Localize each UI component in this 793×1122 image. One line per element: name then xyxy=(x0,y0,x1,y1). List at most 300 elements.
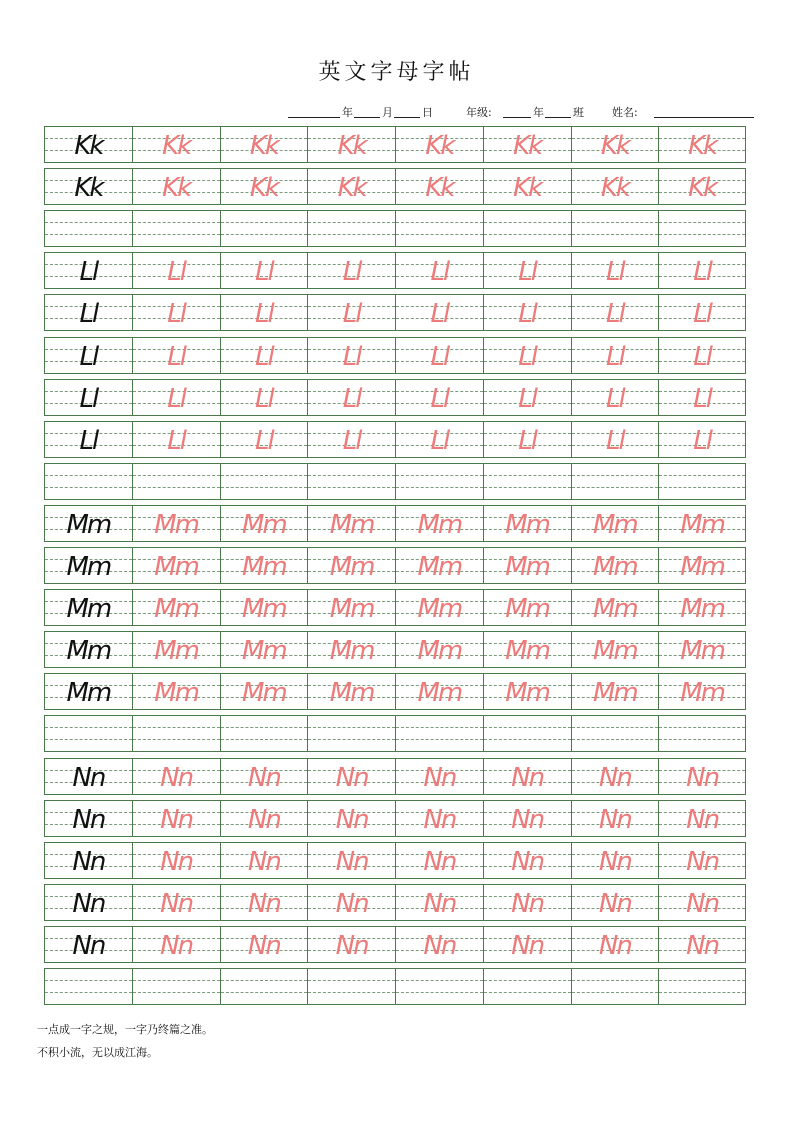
practice-cell[interactable] xyxy=(132,589,220,626)
guide-line xyxy=(221,475,308,476)
practice-cell[interactable] xyxy=(483,968,571,1005)
practice-cell[interactable] xyxy=(132,337,220,374)
practice-cell[interactable] xyxy=(483,631,571,668)
practice-cell[interactable] xyxy=(220,631,308,668)
trace-letter: Mm xyxy=(417,594,462,625)
practice-cell[interactable] xyxy=(44,589,132,626)
practice-cell[interactable] xyxy=(132,758,220,795)
practice-cell[interactable] xyxy=(44,252,132,289)
practice-cell[interactable] xyxy=(658,631,746,668)
practice-cell[interactable] xyxy=(44,379,132,416)
practice-cell[interactable] xyxy=(571,884,659,921)
trace-letter: Nn xyxy=(335,930,368,961)
practice-cell[interactable] xyxy=(571,926,659,963)
practice-cell[interactable] xyxy=(395,210,483,247)
trace-letter: Ll xyxy=(342,341,361,372)
guide-line xyxy=(221,487,308,488)
practice-cell[interactable] xyxy=(307,463,395,500)
model-letter: Ll xyxy=(79,383,98,414)
practice-cell[interactable] xyxy=(132,842,220,879)
practice-cell[interactable] xyxy=(395,884,483,921)
practice-cell[interactable] xyxy=(220,337,308,374)
practice-cell[interactable] xyxy=(658,800,746,837)
trace-letter: Mm xyxy=(505,594,549,625)
name-label: 姓名: xyxy=(612,106,638,119)
guide-line xyxy=(133,475,220,476)
trace-letter: Ll xyxy=(518,257,536,288)
practice-row xyxy=(44,758,746,795)
guide-line xyxy=(572,992,659,993)
trace-letter: Ll xyxy=(606,425,624,456)
practice-cell[interactable] xyxy=(132,715,220,752)
guide-line xyxy=(308,727,395,728)
practice-cell[interactable] xyxy=(571,800,659,837)
practice-cell[interactable] xyxy=(44,968,132,1005)
practice-cell[interactable] xyxy=(307,631,395,668)
trace-letter: Nn xyxy=(247,762,280,793)
trace-letter: Nn xyxy=(598,846,631,877)
trace-letter: Mm xyxy=(329,678,374,709)
guide-line xyxy=(45,222,132,223)
trace-letter: Nn xyxy=(247,804,280,835)
trace-letter: Mm xyxy=(680,636,724,667)
practice-cell[interactable] xyxy=(44,715,132,752)
practice-cell[interactable] xyxy=(571,547,659,584)
grade-year-blank[interactable] xyxy=(503,117,531,118)
practice-cell[interactable] xyxy=(395,463,483,500)
practice-cell[interactable] xyxy=(307,715,395,752)
practice-cell[interactable] xyxy=(483,337,571,374)
guide-line xyxy=(45,487,132,488)
practice-cell[interactable] xyxy=(395,337,483,374)
trace-letter: Mm xyxy=(592,594,637,625)
practice-cell[interactable] xyxy=(483,842,571,879)
practice-cell[interactable] xyxy=(571,294,659,331)
practice-cell[interactable] xyxy=(44,758,132,795)
practice-cell[interactable] xyxy=(220,884,308,921)
practice-cell[interactable] xyxy=(307,421,395,458)
practice-cell[interactable] xyxy=(483,673,571,710)
trace-letter: Kk xyxy=(688,173,717,204)
trace-letter: Mm xyxy=(417,636,462,667)
practice-cell[interactable] xyxy=(132,379,220,416)
guide-line xyxy=(308,487,395,488)
practice-cell[interactable] xyxy=(571,758,659,795)
practice-cell[interactable] xyxy=(220,800,308,837)
practice-cell[interactable] xyxy=(307,758,395,795)
practice-cell[interactable] xyxy=(44,673,132,710)
practice-cell[interactable] xyxy=(658,715,746,752)
name-blank[interactable] xyxy=(654,117,754,118)
practice-row xyxy=(44,715,746,752)
practice-cell[interactable] xyxy=(395,421,483,458)
guide-line xyxy=(133,234,220,235)
practice-cell[interactable] xyxy=(307,673,395,710)
practice-cell[interactable] xyxy=(483,379,571,416)
practice-cell[interactable] xyxy=(395,379,483,416)
guide-line xyxy=(484,739,571,740)
practice-cell[interactable] xyxy=(44,126,132,163)
practice-cell[interactable] xyxy=(395,589,483,626)
year-blank[interactable] xyxy=(288,117,340,118)
practice-cell[interactable] xyxy=(44,168,132,205)
practice-cell[interactable] xyxy=(132,673,220,710)
practice-cell[interactable] xyxy=(571,715,659,752)
trace-letter: Mm xyxy=(505,552,549,582)
practice-cell[interactable] xyxy=(571,168,659,205)
guide-line xyxy=(133,739,220,740)
practice-cell[interactable] xyxy=(132,252,220,289)
model-letter: Mm xyxy=(66,678,111,709)
practice-cell[interactable] xyxy=(483,421,571,458)
practice-cell[interactable] xyxy=(483,715,571,752)
practice-cell[interactable] xyxy=(220,926,308,963)
practice-cell[interactable] xyxy=(658,337,746,374)
practice-cell[interactable] xyxy=(44,421,132,458)
practice-row xyxy=(44,126,746,163)
trace-letter: Ll xyxy=(342,383,361,414)
trace-letter: Ll xyxy=(430,383,449,414)
practice-cell[interactable] xyxy=(220,168,308,205)
trace-letter: Mm xyxy=(329,509,374,540)
class-label: 班 xyxy=(573,106,584,119)
practice-cell[interactable] xyxy=(658,168,746,205)
practice-cell[interactable] xyxy=(571,463,659,500)
trace-letter: Mm xyxy=(592,678,637,709)
practice-cell[interactable] xyxy=(44,884,132,921)
practice-cell[interactable] xyxy=(307,379,395,416)
page-title: 英文字母字帖 xyxy=(318,60,475,85)
trace-letter: Nn xyxy=(423,804,456,835)
guide-line xyxy=(659,234,745,235)
trace-letter: Nn xyxy=(686,762,719,793)
practice-cell[interactable] xyxy=(483,926,571,963)
practice-cell[interactable] xyxy=(307,926,395,963)
trace-letter: Mm xyxy=(505,509,549,540)
practice-cell[interactable] xyxy=(658,842,746,879)
trace-letter: Nn xyxy=(423,930,456,961)
practice-cell[interactable] xyxy=(395,505,483,542)
trace-letter: Nn xyxy=(335,804,368,835)
practice-cell[interactable] xyxy=(658,758,746,795)
practice-cell[interactable] xyxy=(483,210,571,247)
practice-row xyxy=(44,631,746,668)
practice-cell[interactable] xyxy=(44,926,132,963)
practice-cell[interactable] xyxy=(307,842,395,879)
practice-cell[interactable] xyxy=(658,589,746,626)
practice-cell[interactable] xyxy=(395,126,483,163)
month-blank[interactable] xyxy=(354,117,380,118)
guide-line xyxy=(133,992,220,993)
practice-cell[interactable] xyxy=(571,673,659,710)
trace-letter: Mm xyxy=(417,552,462,582)
trace-letter: Mm xyxy=(241,509,286,540)
practice-cell[interactable] xyxy=(395,631,483,668)
practice-cell[interactable] xyxy=(395,168,483,205)
trace-letter: Nn xyxy=(511,804,544,835)
practice-cell[interactable] xyxy=(220,126,308,163)
trace-letter: Mm xyxy=(592,636,637,667)
practice-cell[interactable] xyxy=(132,421,220,458)
practice-cell[interactable] xyxy=(132,926,220,963)
practice-cell[interactable] xyxy=(395,926,483,963)
practice-cell[interactable] xyxy=(483,126,571,163)
practice-cell[interactable] xyxy=(132,463,220,500)
practice-cell[interactable] xyxy=(220,673,308,710)
practice-cell[interactable] xyxy=(220,758,308,795)
model-letter: Kk xyxy=(74,131,103,161)
practice-cell[interactable] xyxy=(571,210,659,247)
trace-letter: Nn xyxy=(423,762,456,793)
practice-cell[interactable] xyxy=(132,800,220,837)
trace-letter: Mm xyxy=(241,636,286,667)
trace-letter: Mm xyxy=(592,509,637,540)
practice-cell[interactable] xyxy=(307,252,395,289)
trace-letter: Nn xyxy=(160,888,193,919)
practice-row xyxy=(44,968,746,1005)
practice-cell[interactable] xyxy=(132,547,220,584)
practice-cell[interactable] xyxy=(220,715,308,752)
trace-letter: Mm xyxy=(329,636,374,667)
practice-cell[interactable] xyxy=(395,294,483,331)
practice-cell[interactable] xyxy=(395,673,483,710)
guide-line xyxy=(308,222,395,223)
practice-cell[interactable] xyxy=(483,800,571,837)
guide-line xyxy=(572,234,659,235)
trace-letter: Ll xyxy=(255,299,273,330)
practice-cell[interactable] xyxy=(132,168,220,205)
trace-letter: Mm xyxy=(680,552,724,582)
practice-cell[interactable] xyxy=(658,126,746,163)
practice-row xyxy=(44,589,746,626)
practice-cell[interactable] xyxy=(307,589,395,626)
guide-line xyxy=(572,475,659,476)
practice-cell[interactable] xyxy=(132,505,220,542)
trace-letter: Ll xyxy=(693,383,711,414)
practice-cell[interactable] xyxy=(220,842,308,879)
practice-cell[interactable] xyxy=(44,631,132,668)
practice-cell[interactable] xyxy=(658,294,746,331)
practice-cell[interactable] xyxy=(220,968,308,1005)
model-letter: Kk xyxy=(74,173,103,204)
trace-letter: Mm xyxy=(417,509,462,540)
practice-cell[interactable] xyxy=(658,673,746,710)
practice-cell[interactable] xyxy=(483,589,571,626)
trace-letter: Kk xyxy=(600,173,629,204)
practice-cell[interactable] xyxy=(658,884,746,921)
trace-letter: Ll xyxy=(693,341,711,372)
practice-row xyxy=(44,463,746,500)
practice-cell[interactable] xyxy=(483,884,571,921)
model-letter: Nn xyxy=(72,804,105,835)
practice-cell[interactable] xyxy=(658,421,746,458)
practice-cell[interactable] xyxy=(307,505,395,542)
practice-cell[interactable] xyxy=(132,631,220,668)
trace-letter: Nn xyxy=(423,888,456,919)
trace-letter: Ll xyxy=(606,383,624,414)
practice-cell[interactable] xyxy=(220,210,308,247)
model-letter: Nn xyxy=(72,930,105,961)
practice-cell[interactable] xyxy=(571,337,659,374)
practice-row xyxy=(44,505,746,542)
model-letter: Nn xyxy=(72,846,105,877)
trace-letter: Mm xyxy=(241,678,286,709)
practice-cell[interactable] xyxy=(220,547,308,584)
guide-line xyxy=(396,739,483,740)
practice-cell[interactable] xyxy=(658,463,746,500)
practice-cell[interactable] xyxy=(307,337,395,374)
guide-line xyxy=(396,234,483,235)
practice-cell[interactable] xyxy=(44,294,132,331)
practice-cell[interactable] xyxy=(483,168,571,205)
practice-cell[interactable] xyxy=(132,294,220,331)
practice-cell[interactable] xyxy=(220,252,308,289)
practice-row xyxy=(44,210,746,247)
practice-cell[interactable] xyxy=(44,337,132,374)
practice-cell[interactable] xyxy=(44,547,132,584)
practice-cell[interactable] xyxy=(132,126,220,163)
trace-letter: Ll xyxy=(693,257,711,288)
practice-cell[interactable] xyxy=(44,800,132,837)
model-letter: Ll xyxy=(79,341,98,372)
trace-letter: Nn xyxy=(511,930,544,961)
model-letter: Mm xyxy=(66,636,111,667)
practice-cell[interactable] xyxy=(483,758,571,795)
practice-cell[interactable] xyxy=(220,505,308,542)
trace-letter: Mm xyxy=(329,552,374,582)
practice-cell[interactable] xyxy=(307,126,395,163)
practice-cell[interactable] xyxy=(483,294,571,331)
practice-cell[interactable] xyxy=(571,589,659,626)
practice-cell[interactable] xyxy=(658,210,746,247)
practice-cell[interactable] xyxy=(395,800,483,837)
guide-line xyxy=(221,222,308,223)
practice-cell[interactable] xyxy=(132,210,220,247)
practice-cell[interactable] xyxy=(220,379,308,416)
day-blank[interactable] xyxy=(394,117,420,118)
guide-line xyxy=(659,222,745,223)
practice-cell[interactable] xyxy=(571,126,659,163)
trace-letter: Nn xyxy=(247,846,280,877)
practice-cell[interactable] xyxy=(571,252,659,289)
practice-cell[interactable] xyxy=(571,842,659,879)
guide-line xyxy=(221,992,308,993)
guide-line xyxy=(45,992,132,993)
practice-cell[interactable] xyxy=(658,505,746,542)
practice-cell[interactable] xyxy=(44,463,132,500)
practice-cell[interactable] xyxy=(658,926,746,963)
trace-letter: Kk xyxy=(425,131,454,161)
practice-cell[interactable] xyxy=(307,294,395,331)
trace-letter: Ll xyxy=(167,425,185,456)
practice-cell[interactable] xyxy=(571,631,659,668)
trace-letter: Mm xyxy=(329,594,374,625)
practice-cell[interactable] xyxy=(483,547,571,584)
practice-cell[interactable] xyxy=(220,463,308,500)
practice-cell[interactable] xyxy=(220,421,308,458)
practice-cell[interactable] xyxy=(571,379,659,416)
practice-cell[interactable] xyxy=(132,968,220,1005)
guide-line xyxy=(572,727,659,728)
practice-cell[interactable] xyxy=(44,505,132,542)
trace-letter: Mm xyxy=(592,552,637,582)
practice-cell[interactable] xyxy=(307,968,395,1005)
practice-cell[interactable] xyxy=(571,421,659,458)
practice-cell[interactable] xyxy=(395,715,483,752)
model-letter: Mm xyxy=(66,594,111,625)
day-label: 日 xyxy=(422,106,433,119)
practice-cell[interactable] xyxy=(307,210,395,247)
practice-cell[interactable] xyxy=(395,968,483,1005)
trace-letter: Nn xyxy=(686,846,719,877)
practice-cell[interactable] xyxy=(395,547,483,584)
practice-cell[interactable] xyxy=(220,294,308,331)
guide-line xyxy=(484,980,571,981)
practice-cell[interactable] xyxy=(571,968,659,1005)
trace-letter: Mm xyxy=(680,594,724,625)
practice-cell[interactable] xyxy=(44,842,132,879)
guide-line xyxy=(133,727,220,728)
guide-line xyxy=(308,234,395,235)
practice-cell[interactable] xyxy=(658,252,746,289)
guide-line xyxy=(396,487,483,488)
practice-cell[interactable] xyxy=(307,884,395,921)
practice-cell[interactable] xyxy=(307,800,395,837)
guide-line xyxy=(396,992,483,993)
footer-quote-2: 不积小流，无以成江海。 xyxy=(37,1046,158,1059)
practice-cell[interactable] xyxy=(395,842,483,879)
practice-cell[interactable] xyxy=(44,210,132,247)
practice-cell[interactable] xyxy=(658,968,746,1005)
guide-line xyxy=(45,727,132,728)
footer-quote-1: 一点成一字之规，一字乃终篇之准。 xyxy=(37,1023,213,1036)
trace-letter: Nn xyxy=(511,762,544,793)
guide-line xyxy=(308,992,395,993)
practice-cell[interactable] xyxy=(307,547,395,584)
trace-letter: Nn xyxy=(335,762,368,793)
class-blank[interactable] xyxy=(545,117,571,118)
trace-letter: Ll xyxy=(606,299,624,330)
guide-line xyxy=(308,739,395,740)
trace-letter: Nn xyxy=(335,888,368,919)
practice-cell[interactable] xyxy=(395,758,483,795)
practice-cell[interactable] xyxy=(571,505,659,542)
year-label: 年 xyxy=(342,106,353,119)
guide-line xyxy=(484,222,571,223)
practice-row xyxy=(44,673,746,710)
guide-line xyxy=(308,980,395,981)
guide-line xyxy=(308,475,395,476)
practice-cell[interactable] xyxy=(220,589,308,626)
guide-line xyxy=(572,739,659,740)
trace-letter: Ll xyxy=(167,383,185,414)
practice-cell[interactable] xyxy=(483,252,571,289)
trace-letter: Ll xyxy=(693,299,711,330)
practice-cell[interactable] xyxy=(132,884,220,921)
practice-cell[interactable] xyxy=(483,463,571,500)
trace-letter: Ll xyxy=(255,425,273,456)
practice-cell[interactable] xyxy=(483,505,571,542)
practice-cell[interactable] xyxy=(658,379,746,416)
trace-letter: Nn xyxy=(598,762,631,793)
practice-cell[interactable] xyxy=(395,252,483,289)
guide-line xyxy=(659,992,745,993)
trace-letter: Ll xyxy=(518,341,536,372)
practice-cell[interactable] xyxy=(658,547,746,584)
guide-line xyxy=(572,980,659,981)
practice-cell[interactable] xyxy=(307,168,395,205)
trace-letter: Nn xyxy=(686,804,719,835)
